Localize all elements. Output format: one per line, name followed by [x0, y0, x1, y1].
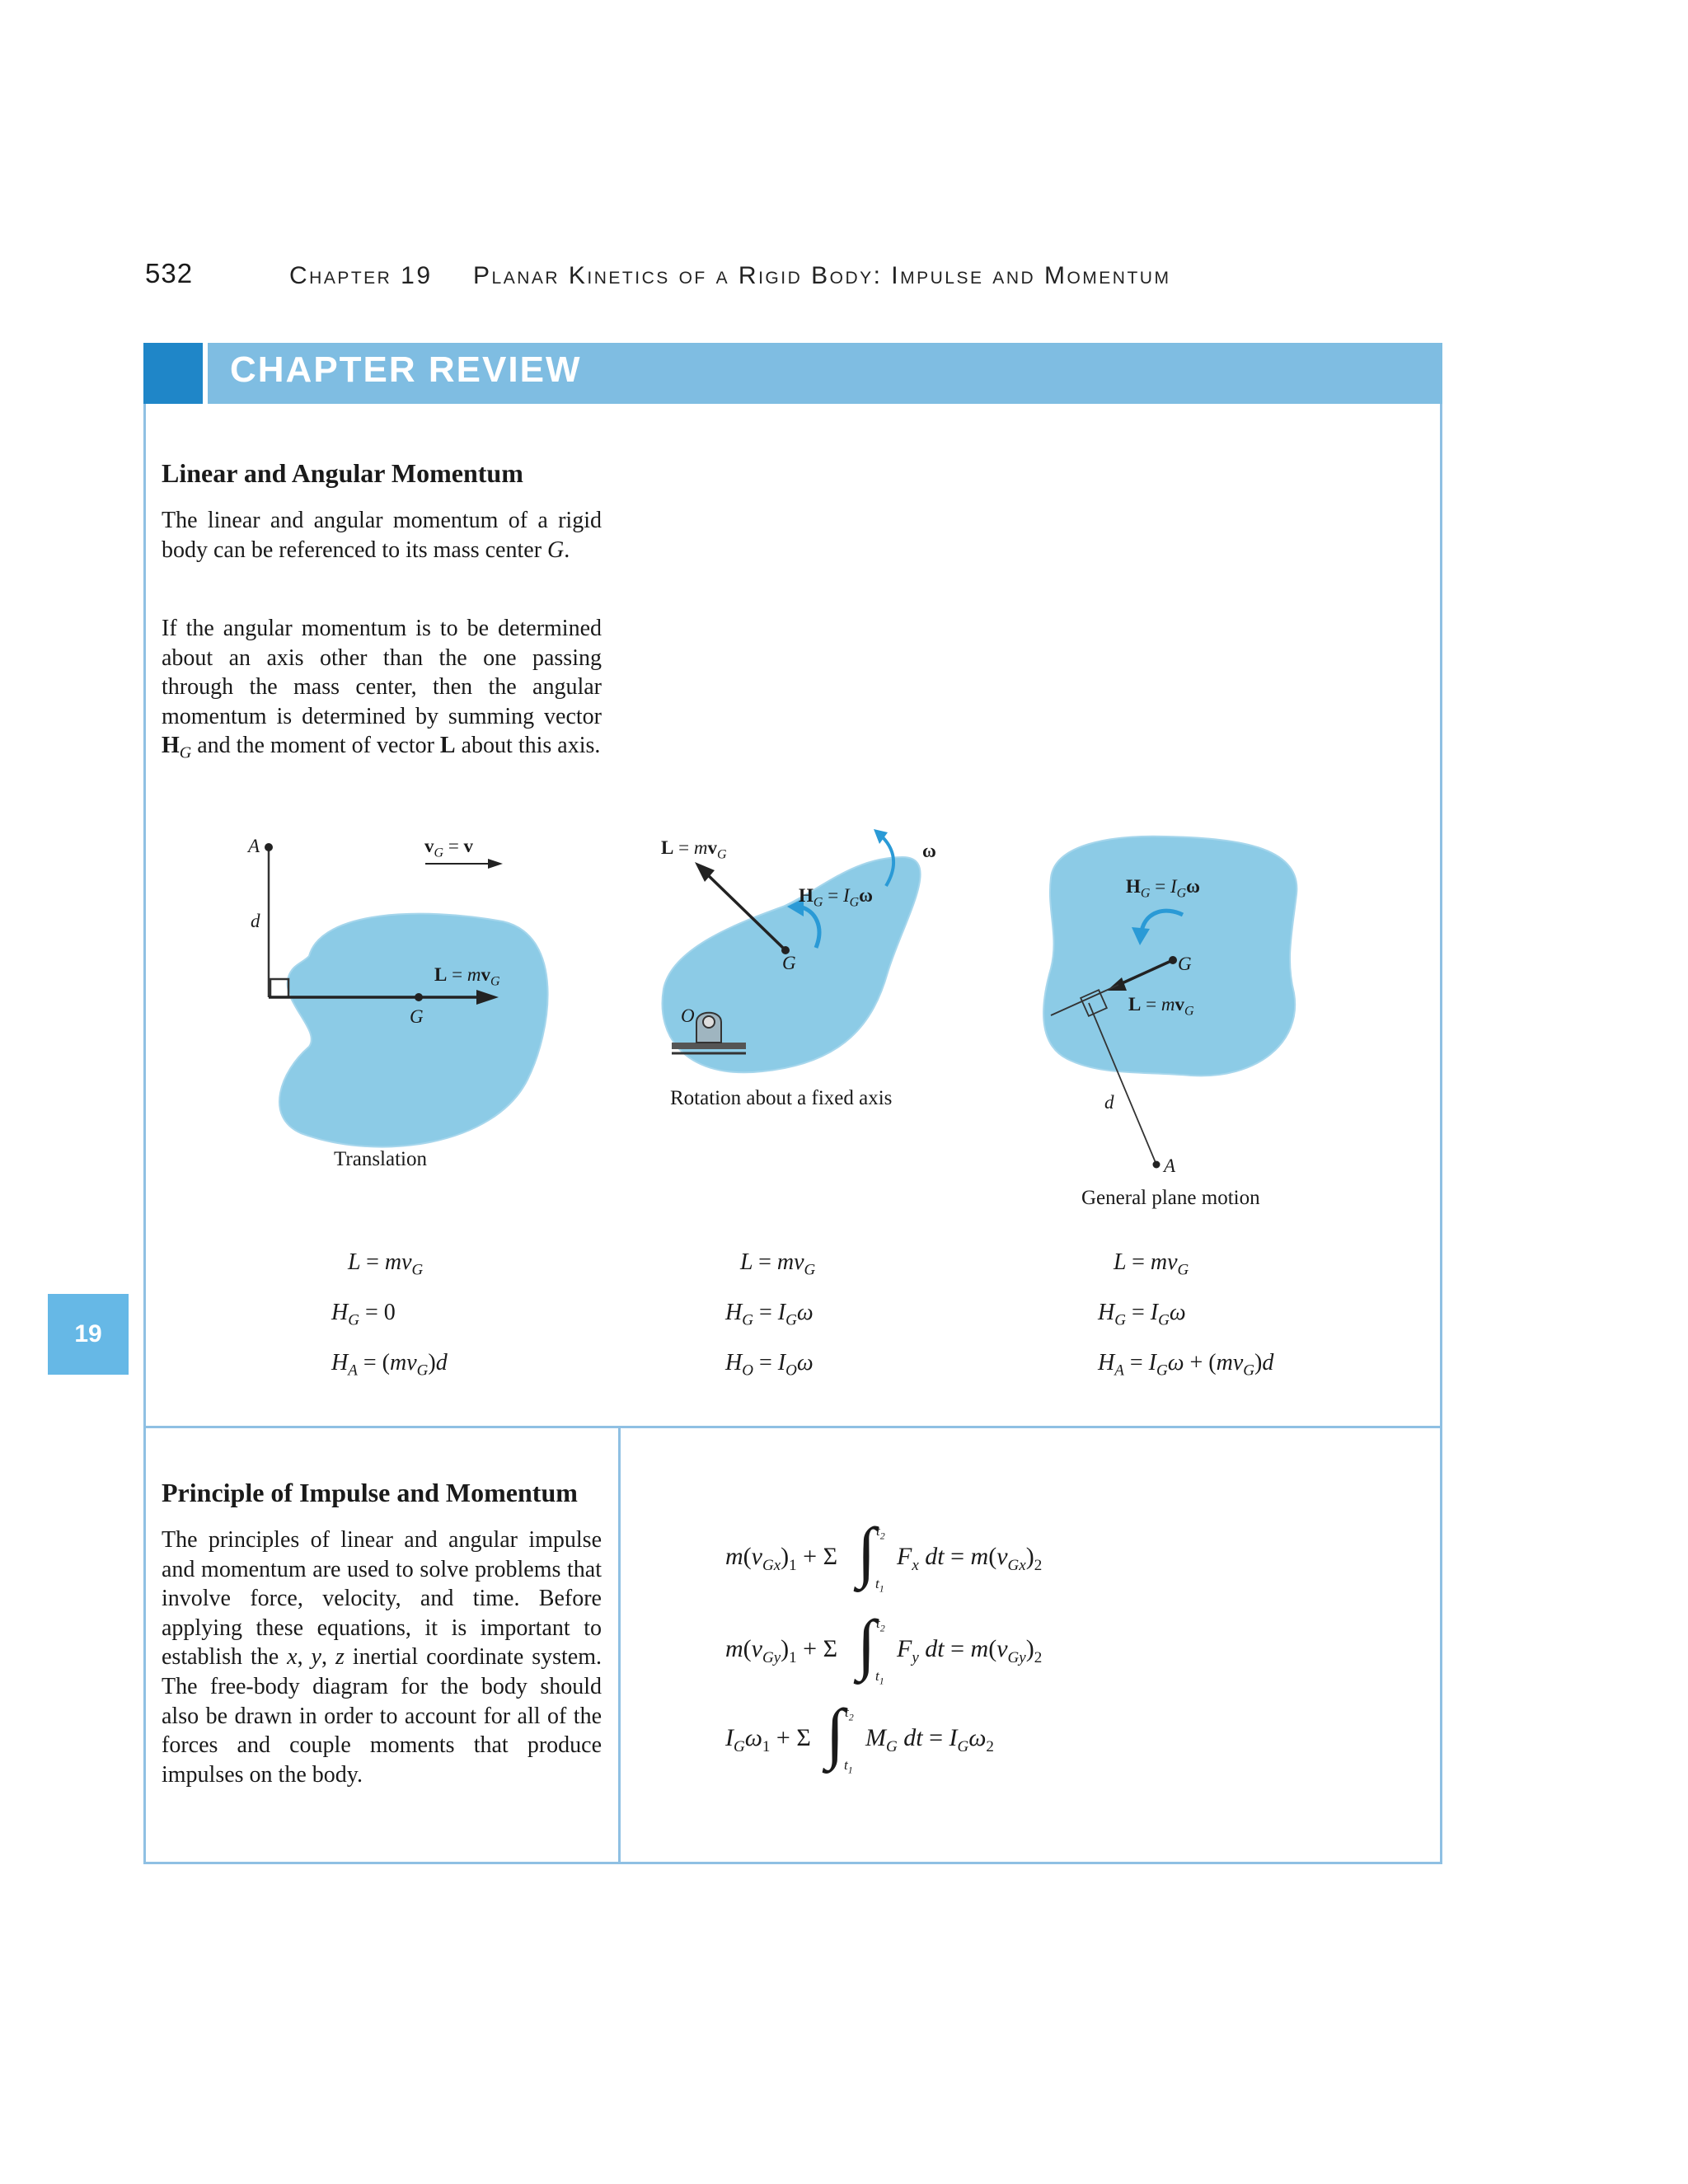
caption-general: General plane motion	[1081, 1187, 1260, 1209]
mass-center-dot-general	[1169, 956, 1177, 964]
label-g-general: G	[1178, 954, 1192, 974]
running-header	[289, 262, 1170, 290]
page-number: 532	[145, 258, 194, 288]
point-a-dot	[265, 843, 273, 851]
column-divider	[618, 1428, 621, 1862]
label-point-a: A	[248, 836, 260, 856]
label-a-general: A	[1164, 1155, 1176, 1176]
eq-translation-ha: $H_A = (mv_G)d$	[331, 1350, 448, 1380]
label-l-translation: $L = mv_G$	[434, 964, 500, 989]
momentum-paragraph-2: If the angular momentum is to be determined about an axis other than the one passing through the mass center, then the angular momentum is determined by summing vector $H_G$ and the moment of vector L about this axis.	[162, 616, 602, 762]
rotation-figure	[639, 824, 968, 1088]
label-d-general: d	[1104, 1092, 1114, 1113]
rigid-body-general	[1043, 837, 1296, 1076]
section-heading-impulse: Principle of Impulse and Momentum	[162, 1478, 578, 1507]
label-g-translation: G	[410, 1006, 424, 1027]
rigid-body-translation	[279, 914, 548, 1147]
caption-translation: Translation	[334, 1148, 427, 1170]
eq-impulse-x: $m(v_{Gx})_1 + \Sigma$ ∫ $t_2$ $t_1$ $F_x$ dt = $m(v_{Gx})_2$	[725, 1514, 1043, 1595]
label-o-rotation: O	[681, 1005, 695, 1026]
eq-general-hg: $H_G = I_G\omega$	[1098, 1300, 1186, 1329]
chapter-label: Chapter 19	[289, 262, 433, 289]
section-heading-momentum: Linear and Angular Momentum	[162, 458, 523, 488]
label-l-general: $L = mv_G$	[1128, 994, 1194, 1019]
eq-translation-hg: $H_G = 0$	[331, 1300, 396, 1329]
banner-gap	[203, 343, 208, 404]
label-vg: $v_G = v$	[424, 836, 474, 860]
label-g-rotation: G	[782, 953, 796, 973]
momentum-paragraph-1: The linear and angular momentum of a rigid body can be referenced to its mass center G.	[162, 508, 602, 563]
banner-title: CHAPTER REVIEW	[230, 349, 582, 390]
point-a-dot-general	[1153, 1161, 1160, 1169]
caption-rotation: Rotation about a fixed axis	[670, 1087, 893, 1109]
eq-impulse-angular: $I_G\omega_1 + \Sigma$ ∫ $t_2$ $t_1$ $M_G$ dt = $I_G\omega_2$	[725, 1695, 994, 1776]
vg-arrowhead	[488, 859, 503, 869]
eq-rotation-hg: $H_G = I_G\omega$	[725, 1300, 814, 1329]
mass-center-dot	[415, 993, 423, 1001]
translation-figure	[231, 832, 560, 1179]
section-divider	[146, 1426, 1440, 1428]
eq-rotation-l: $L = mv_G$	[740, 1249, 816, 1279]
impulse-paragraph: The principles of linear and angular impulse and momentum are used to solve problems that involve force, velocity, and time. Before applying these equations, it is important to establish the x, y, z inertial coordinate system. The free-body diagram for the body should also be drawn in order to account for all of the forces and couple moments that produce impulses on the body.	[162, 1527, 603, 1788]
eq-rotation-ho: $H_O = I_O\omega$	[725, 1350, 814, 1380]
eq-general-l: $L = mv_G$	[1114, 1249, 1189, 1279]
right-angle-mark	[270, 979, 288, 997]
eq-impulse-y: $m(v_{Gy})_1 + \Sigma$ ∫ $t_2$ $t_1$ $F_y$ dt = $m(v_{Gy})_2$	[725, 1606, 1043, 1687]
chapter-tab: 19	[48, 1294, 129, 1375]
chapter-title: Planar Kinetics of a Rigid Body: Impulse and Momentum	[473, 262, 1171, 289]
banner-accent-block	[143, 343, 203, 404]
eq-general-ha: $H_A = I_G\omega + (mv_G)d$	[1098, 1350, 1274, 1380]
label-l-rotation: $L = mv_G$	[661, 837, 727, 862]
label-d-translation: d	[251, 911, 260, 931]
label-hg-rotation: $H_G = I_G\omega$	[799, 885, 873, 910]
label-hg-general: $H_G = I_G\omega$	[1126, 876, 1200, 901]
eq-translation-l: $L = mv_G$	[348, 1249, 424, 1279]
label-omega-rotation: ω	[922, 841, 936, 861]
